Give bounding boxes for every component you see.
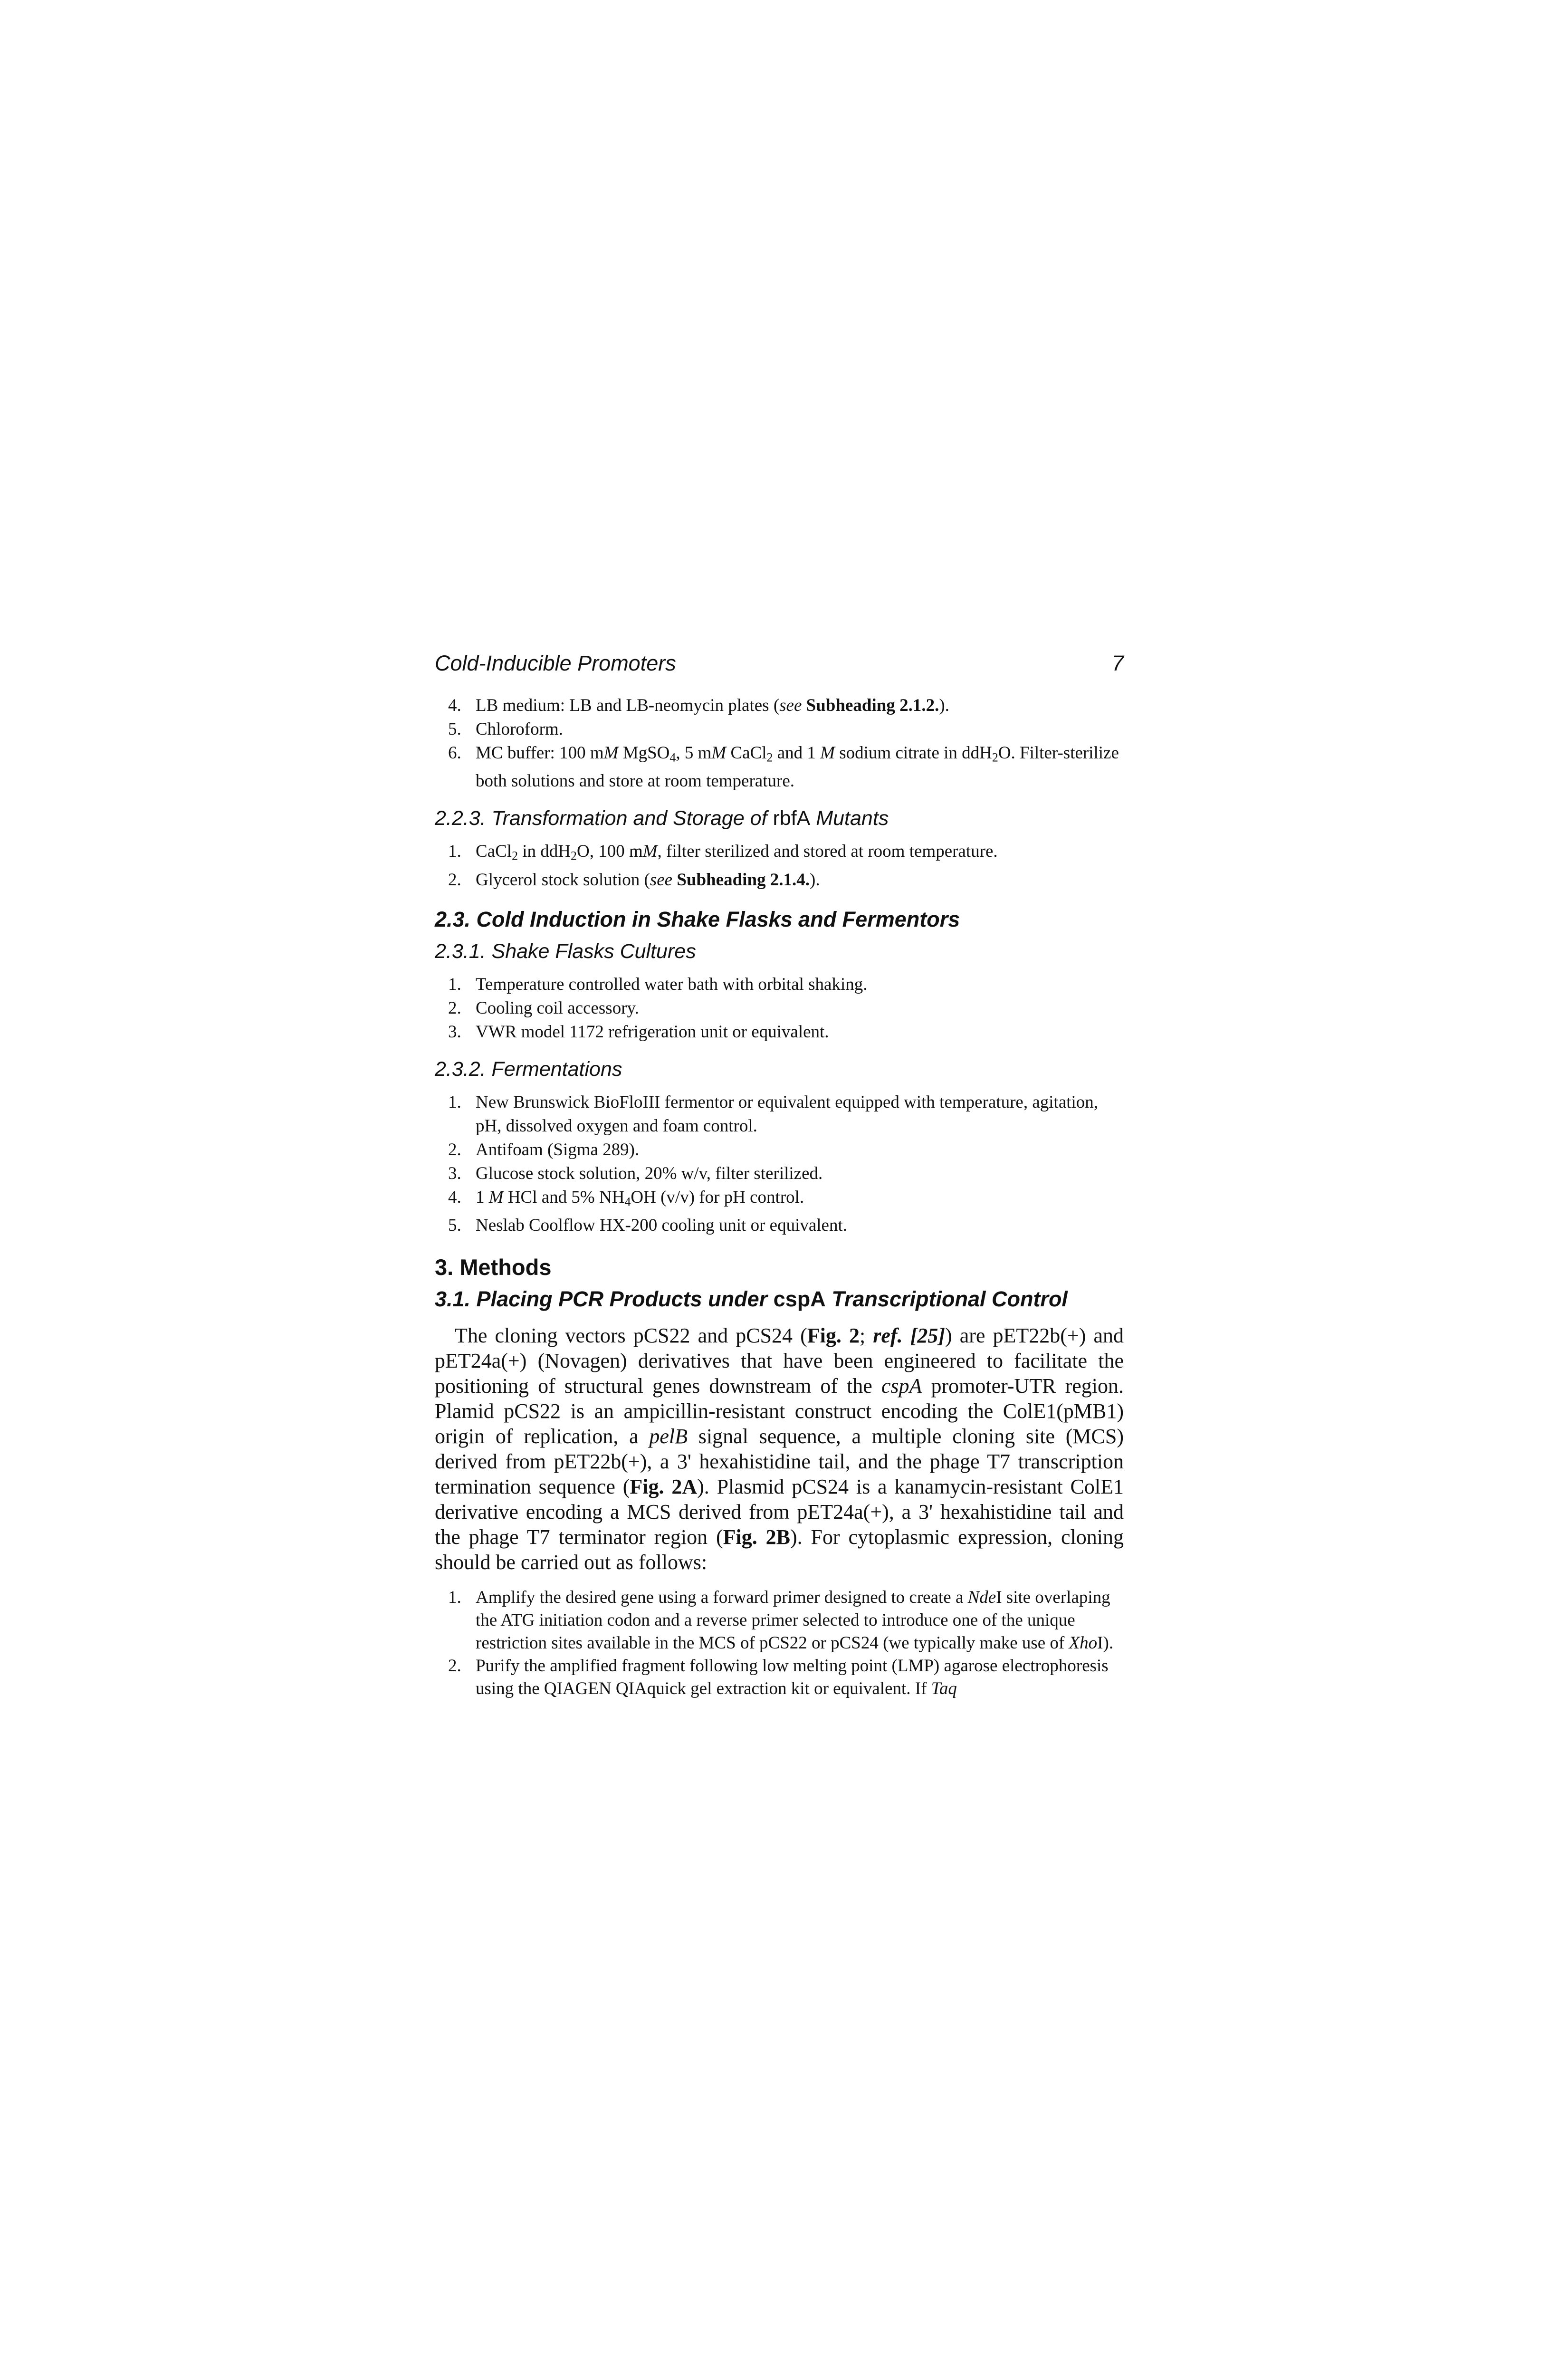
heading-2-2-3 [435, 805, 1124, 831]
list-item-text: VWR model 1172 refrigeration unit or equivalent. [476, 1022, 829, 1042]
materials-list-d [435, 1091, 1124, 1237]
list-item [435, 868, 1124, 892]
list-item [435, 1655, 1124, 1700]
list-item-text: Chloroform. [476, 719, 563, 739]
heading-3-1-gene: cspA [773, 1287, 826, 1312]
list-item-number: 4. [448, 696, 461, 715]
heading-2-3: 2.3. Cold Induction in Shake Flasks and Fermentors [435, 907, 960, 931]
list-item-text: Amplify the desired gene using a forward primer designed to create a NdeI site overlaping the ATG initiation codon and a reverse primer selected to introduce one of the unique restriction sites available in the MCS of pCS22 or pCS24 (we typically make use of XhoI). [476, 1588, 1114, 1653]
list-item-number: 1. [448, 974, 461, 994]
list-item [435, 840, 1124, 868]
list-item-text: MC buffer: 100 mM MgSO$_4$, 5 mM CaCl$_2$ and 1 M sodium citrate in ddH$_2$O. Filter-sterilize both solutions and store at room temperature. [476, 743, 1119, 791]
list-item [435, 996, 1124, 1020]
list-item-number: 3. [448, 1022, 461, 1042]
list-item [435, 1586, 1124, 1655]
list-item [435, 1186, 1124, 1214]
list-item-number: 1. [448, 842, 461, 862]
list-item-number: 2. [448, 998, 461, 1018]
list-item-text: Neslab Coolflow HX-200 cooling unit or equivalent. [476, 1216, 848, 1236]
list-item [435, 1091, 1124, 1138]
materials-list-a [435, 694, 1124, 793]
list-item-number: 2. [448, 1140, 461, 1159]
list-item-text: Glucose stock solution, 20% w/v, filter sterilized. [476, 1163, 823, 1183]
list-item-text: LB medium: LB and LB-neomycin plates (see Subheading 2.1.2.). [476, 696, 949, 715]
list-item [435, 1138, 1124, 1162]
book-page [435, 651, 1124, 1700]
heading-3-1-suffix: Transcriptional Control [825, 1287, 1068, 1312]
methods-steps-list [435, 1586, 1124, 1700]
list-item-number: 5. [448, 1216, 461, 1236]
page-number: 7 [1111, 651, 1124, 675]
running-head [435, 651, 1124, 676]
heading-2-2-3-prefix: 2.2.3. Transformation and Storage of [435, 807, 773, 830]
materials-list-c [435, 973, 1124, 1044]
list-item-number: 1. [448, 1588, 461, 1608]
list-item-text: 1 M HCl and 5% $NH_4OH$ (v/v) for pH control. [476, 1187, 804, 1209]
list-item-text: Glycerol stock solution (see Subheading 2.1.4.). [476, 870, 820, 890]
list-item-number: 5. [448, 719, 461, 739]
list-item [435, 1214, 1124, 1237]
list-item [435, 973, 1124, 996]
list-item-number: 1. [448, 1092, 461, 1112]
list-item [435, 1020, 1124, 1044]
list-item-text: Antifoam (Sigma 289). [476, 1140, 640, 1159]
list-item-number: 3. [448, 1163, 461, 1183]
heading-3-1 [435, 1286, 1124, 1313]
list-item-number: 6. [448, 743, 461, 763]
materials-list-b [435, 840, 1124, 891]
list-item-number: 4. [448, 1187, 461, 1207]
running-head-title: Cold-Inducible Promoters [435, 651, 676, 675]
heading-2-2-3-gene: rbfA [773, 807, 811, 830]
list-item-number: 2. [448, 870, 461, 890]
list-item-text: Cooling coil accessory. [476, 998, 639, 1018]
list-item [435, 741, 1124, 793]
heading-2-2-3-suffix: Mutants [810, 807, 889, 830]
list-item [435, 694, 1124, 718]
heading-3-1-prefix: 3.1. Placing PCR Products under [435, 1287, 774, 1312]
heading-2-3-2: 2.3.2. Fermentations [435, 1057, 622, 1081]
heading-2-3-1: 2.3.1. Shake Flasks Cultures [435, 939, 696, 963]
list-item [435, 718, 1124, 741]
list-item-text: New Brunswick BioFloIII fermentor or equivalent equipped with temperature, agitation, pH, dissolved oxygen and foam control. [476, 1092, 1099, 1136]
list-item-text: Temperature controlled water bath with orbital shaking. [476, 974, 868, 994]
list-item-text: CaCl$_2$ in ddH$_2$O, 100 mM, filter sterilized and stored at room temperature. [476, 842, 998, 863]
list-item-number: 2. [448, 1656, 461, 1676]
methods-paragraph: The cloning vectors pCS22 and pCS24 (Fig. 2; ref. [25]) are pET22b(+) and pET24a(+) (Novagen) derivatives that have been engineered to facilitate the positioning of structural genes downstream of the cspA promoter-UTR region. Plamid pCS22 is an ampicillin-resistant construct encoding the ColE1(pMB1) origin of replication, a pelB signal sequence, a multiple cloning site (MCS) derived from pET22b(+), a 3' hexahistidine tail, and the phage T7 transcription termination sequence (Fig. 2A). Plasmid pCS24 is a kanamycin-resistant ColE1 derivative encoding a MCS derived from pET24a(+), a 3' hexahistidine tail and the phage T7 terminator region (Fig. 2B). For cytoplasmic expression, cloning should be carried out as follows: [435, 1324, 1124, 1574]
list-item-text: Purify the amplified fragment following low melting point (LMP) agarose electrophoresis using the QIAGEN QIAquick gel extraction kit or equivalent. If Taq [476, 1656, 1109, 1699]
list-item [435, 1162, 1124, 1186]
heading-3-methods: 3. Methods [435, 1255, 552, 1280]
